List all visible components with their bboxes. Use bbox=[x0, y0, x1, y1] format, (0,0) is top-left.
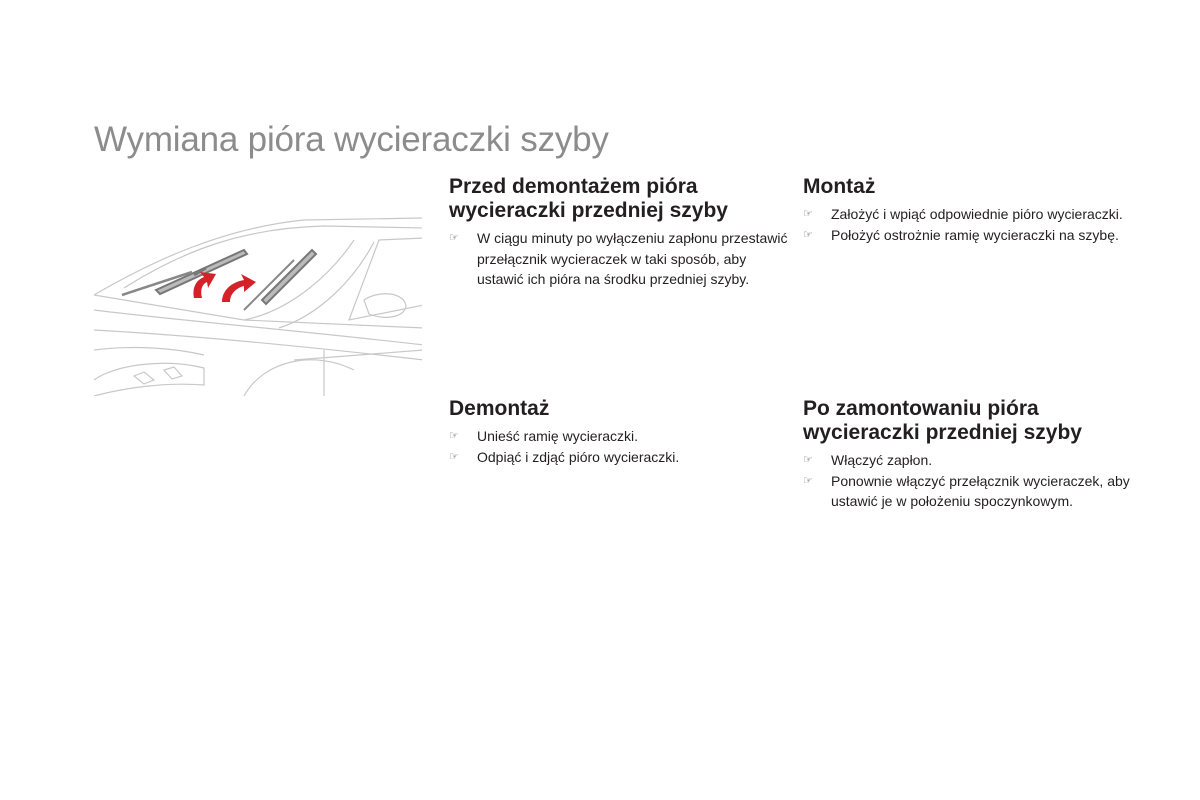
list-item-text: Unieść ramię wycieraczki. bbox=[477, 428, 639, 444]
pointing-hand-icon: ☞ bbox=[449, 450, 459, 463]
section-after-mounting bbox=[803, 397, 1143, 512]
list-item-text: Włączyć zapłon. bbox=[831, 452, 933, 468]
list-item bbox=[803, 225, 1143, 246]
instruction-list bbox=[449, 228, 789, 290]
list-item-text: Ponownie włączyć przełącznik wycieraczek, aby ustawić je w położeniu spoczynkowym. bbox=[831, 472, 1130, 509]
pointing-hand-icon: ☞ bbox=[803, 208, 813, 220]
pointing-hand-icon: ☞ bbox=[449, 430, 459, 442]
section-title: Montaż bbox=[803, 175, 876, 198]
section-title-line-1: Po zamontowaniu pióra bbox=[803, 397, 1039, 420]
list-item bbox=[803, 450, 1143, 471]
list-item bbox=[449, 426, 789, 447]
pointing-hand-icon: ☞ bbox=[449, 232, 459, 244]
instruction-list bbox=[449, 426, 789, 467]
pointing-hand-icon: ☞ bbox=[803, 454, 813, 466]
section-title bbox=[449, 175, 789, 223]
section-title bbox=[803, 397, 1143, 445]
section-title-line-2: wycieraczki przedniej szyby bbox=[803, 421, 1082, 444]
list-item bbox=[449, 447, 789, 468]
list-item bbox=[449, 228, 789, 290]
pointing-hand-icon: ☞ bbox=[803, 228, 813, 241]
list-item-text: Położyć ostrożnie ramię wycieraczki na szybę. bbox=[831, 226, 1119, 243]
list-item bbox=[803, 204, 1143, 225]
page-title: Wymiana pióra wycieraczki szyby bbox=[94, 120, 609, 159]
list-item-text: W ciągu minuty po wyłączeniu zapłonu przestawić przełącznik wycieraczek w taki sposób, aby ustawić ich pióra na środku przedniej szyby. bbox=[477, 230, 788, 287]
section-before-removal bbox=[449, 175, 789, 290]
instruction-list bbox=[803, 204, 1143, 245]
section-title: Demontaż bbox=[449, 397, 550, 420]
section-mounting bbox=[803, 175, 1143, 245]
instruction-list bbox=[803, 450, 1143, 512]
list-item-text: Odpiąć i zdjąć pióro wycieraczki. bbox=[477, 448, 680, 465]
section-removal bbox=[449, 397, 789, 467]
list-item bbox=[803, 471, 1143, 512]
list-item-text: Założyć i wpiąć odpowiednie pióro wycieraczki. bbox=[831, 206, 1123, 222]
windshield-wiper-illustration bbox=[94, 210, 422, 396]
section-title-line-2: wycieraczki przedniej szyby bbox=[449, 199, 728, 222]
pointing-hand-icon: ☞ bbox=[803, 474, 813, 487]
section-title-line-1: Przed demontażem pióra bbox=[449, 175, 698, 198]
